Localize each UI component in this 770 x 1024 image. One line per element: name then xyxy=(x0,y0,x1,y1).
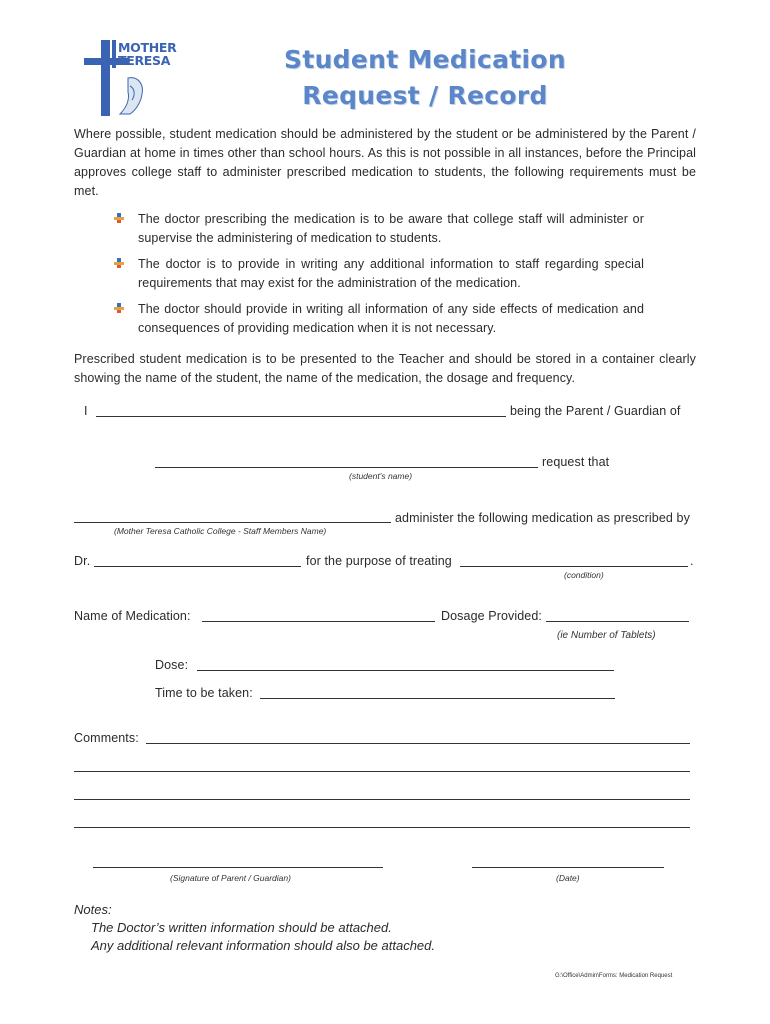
comments-field-line[interactable] xyxy=(74,827,690,828)
list-item: The doctor is to provide in writing any additional information to staff regarding special requirements that may exist for the administration of the medication. xyxy=(138,257,644,290)
bullet-icon xyxy=(114,258,124,268)
student-name-field[interactable] xyxy=(155,467,538,468)
dosage-field[interactable] xyxy=(546,621,689,622)
signature-field[interactable] xyxy=(93,867,383,868)
title-line-2: Request / Record xyxy=(302,81,548,110)
medication-name-field[interactable] xyxy=(202,621,435,622)
time-field[interactable] xyxy=(260,698,615,699)
notes-line-1: The Doctor’s written information should be attached. xyxy=(91,920,392,935)
list-item: The doctor prescribing the medication is to be aware that college staff will administer or supervise the administering of medication to students. xyxy=(138,212,644,245)
page-title xyxy=(250,42,600,114)
logo-text-teresa: TERESA xyxy=(118,53,171,68)
staff-name-caption: (Mother Teresa Catholic College - Staff Members Name) xyxy=(114,526,327,536)
dose-field[interactable] xyxy=(197,670,614,671)
storage-paragraph: Prescribed student medication is to be presented to the Teacher and should be stored in a container clearly showing the name of the student, the name of the medication, the dosage and frequency. xyxy=(74,352,696,385)
request-that-text: request that xyxy=(542,455,610,469)
purpose-text: for the purpose of treating xyxy=(306,554,452,568)
comments-field-line[interactable] xyxy=(74,771,690,772)
title-line-1: Student Medication xyxy=(284,45,566,74)
comments-field-line[interactable] xyxy=(146,743,690,744)
footer-file-path: G:\Office\Admin\Forms: Medication Request xyxy=(555,973,673,979)
notes-heading: Notes: xyxy=(74,902,112,917)
condition-period: . xyxy=(690,554,694,568)
tablets-caption: (ie Number of Tablets) xyxy=(557,630,656,641)
date-field[interactable] xyxy=(472,867,664,868)
doctor-name-field[interactable] xyxy=(94,566,301,567)
student-name-caption: (student's name) xyxy=(349,471,413,481)
bullet-icon xyxy=(114,303,124,313)
comments-label: Comments: xyxy=(74,731,139,745)
condition-field[interactable] xyxy=(460,566,688,567)
list-item: The doctor should provide in writing all information of any side effects of medication and consequences of providing medication when it is not necessary. xyxy=(138,302,644,335)
comments-field-line[interactable] xyxy=(74,799,690,800)
notes-line-2: Any additional relevant information should also be attached. xyxy=(91,938,435,953)
college-logo xyxy=(84,38,188,118)
dr-label: Dr. xyxy=(74,554,91,568)
time-label: Time to be taken: xyxy=(155,686,253,700)
condition-caption: (condition) xyxy=(564,570,604,580)
dosage-label: Dosage Provided: xyxy=(441,609,542,623)
parent-guardian-text: being the Parent / Guardian of xyxy=(510,404,681,418)
dose-label: Dose: xyxy=(155,658,189,672)
bullet-icon xyxy=(114,213,124,223)
date-caption: (Date) xyxy=(556,873,580,883)
parent-name-field[interactable] xyxy=(96,416,506,417)
administer-text: administer the following medication as prescribed by xyxy=(395,511,690,525)
logo-text-mother: MOTHER xyxy=(118,40,177,55)
i-label: I xyxy=(84,404,88,418)
signature-caption: (Signature of Parent / Guardian) xyxy=(170,873,291,883)
staff-name-field[interactable] xyxy=(74,522,391,523)
intro-paragraph: Where possible, student medication should be administered by the student or be administered by the Parent / Guardian at home in times other than school hours. As this is not possible in all instances, before the Principal approves college staff to administer prescribed medication to students, the following requirements must be met. xyxy=(74,127,696,198)
medication-name-label: Name of Medication: xyxy=(74,609,191,623)
